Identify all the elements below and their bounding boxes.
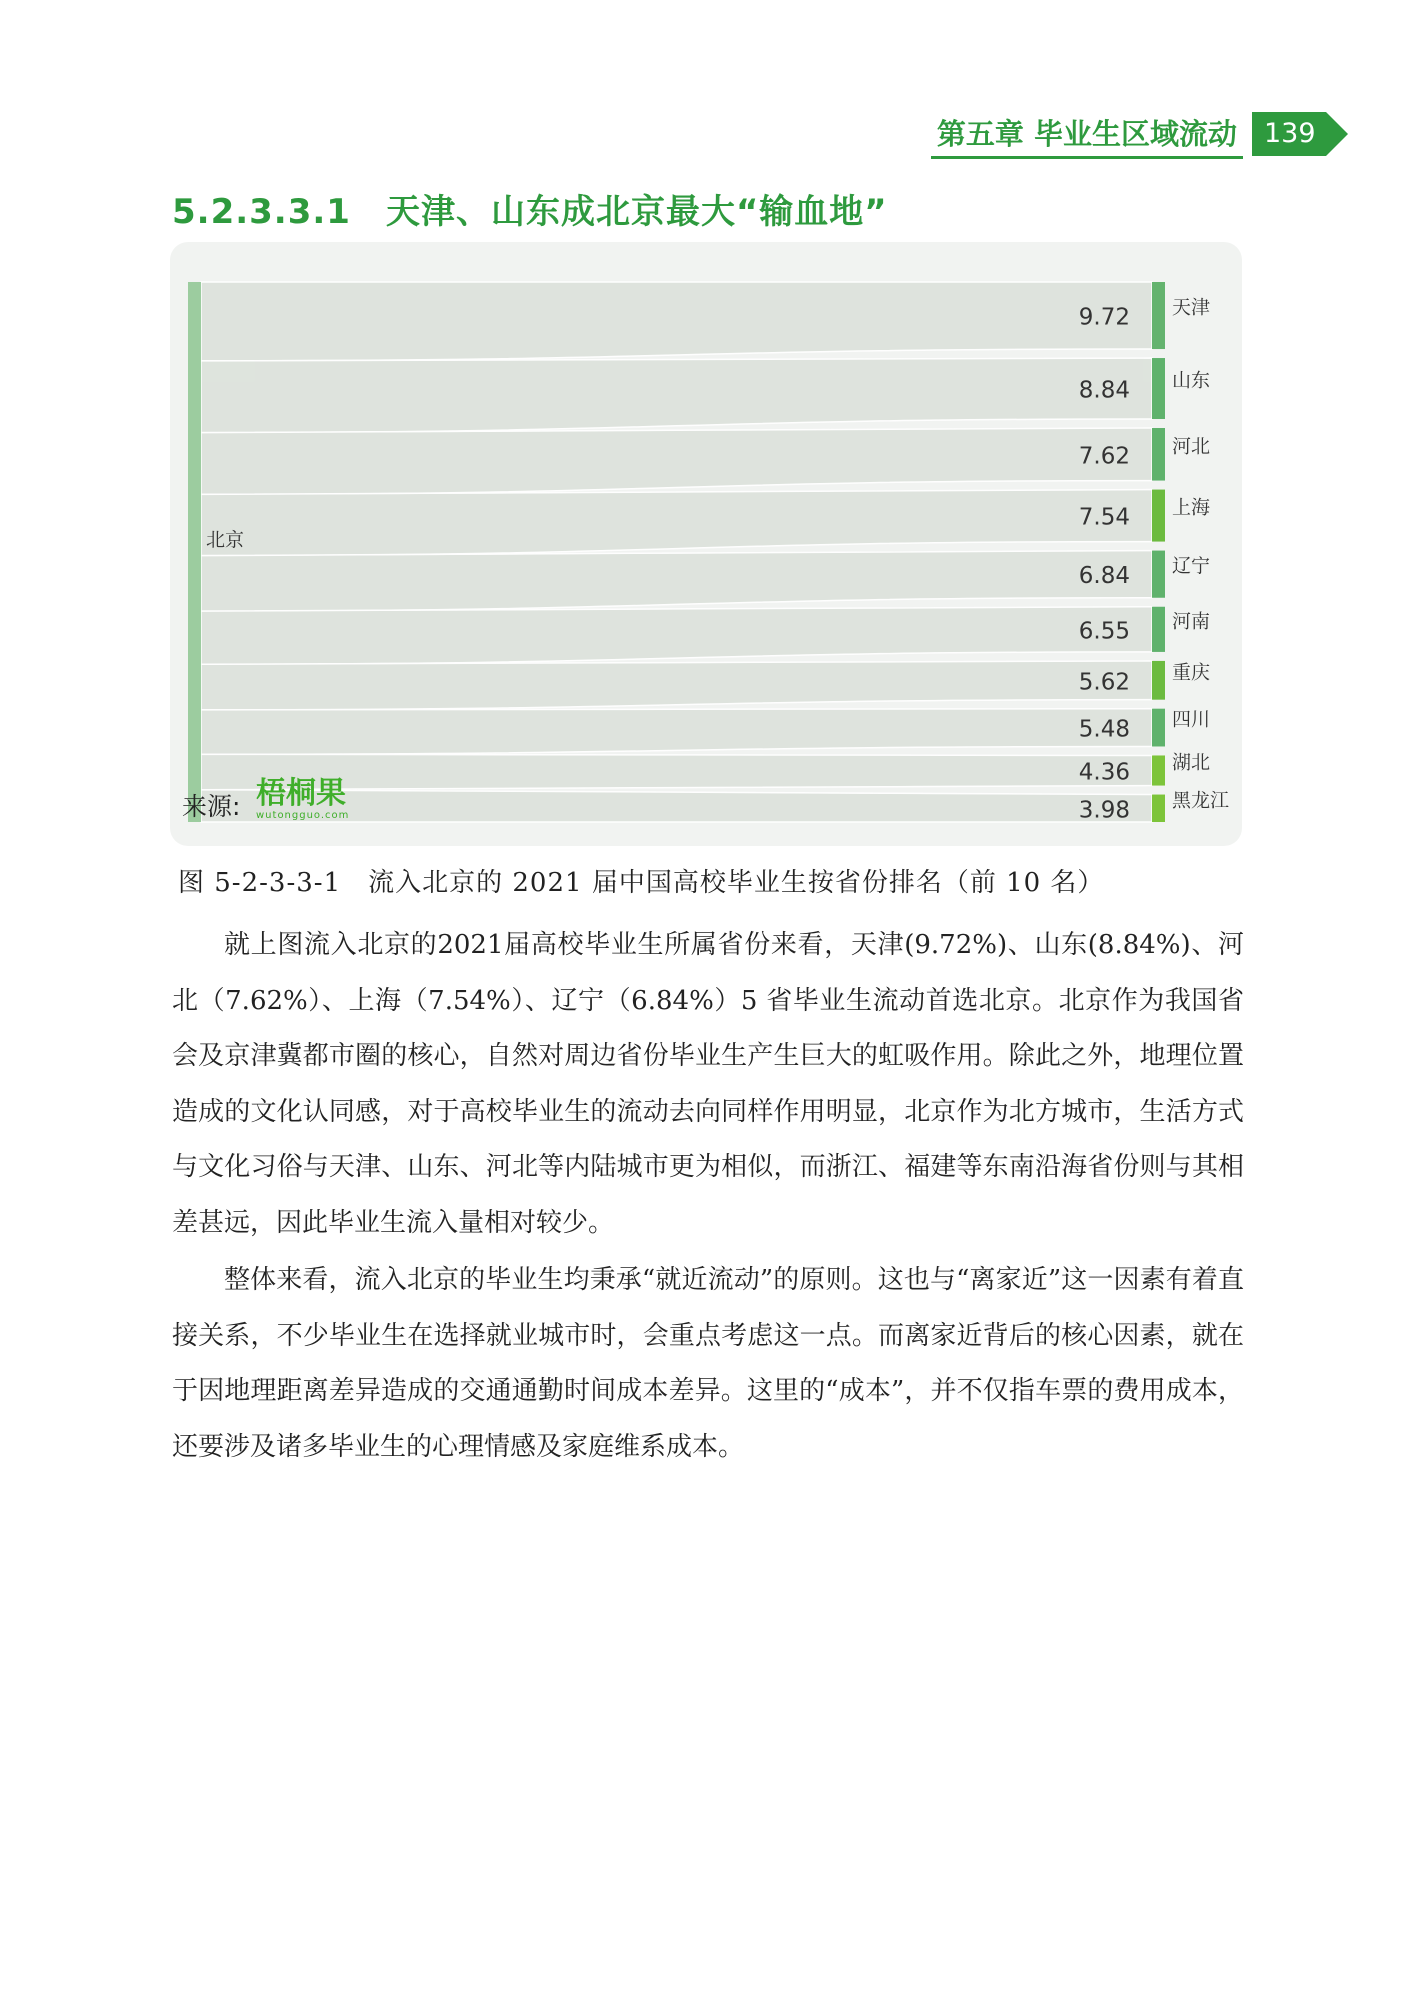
sankey-value-label-3: 7.54 <box>1078 504 1130 531</box>
sankey-value-label-0: 9.72 <box>1078 304 1130 331</box>
sankey-source-label: 北京 <box>206 529 245 551</box>
sankey-target-label-1: 山东 <box>1172 369 1211 392</box>
sankey-value-label-1: 8.84 <box>1078 377 1130 404</box>
sankey-value-label-2: 7.62 <box>1078 443 1130 470</box>
logo-sub-text: wutongguo.com <box>256 810 350 821</box>
sankey-flow-7 <box>201 709 1152 755</box>
sankey-target-label-4: 辽宁 <box>1172 555 1211 578</box>
sankey-value-label-4: 6.84 <box>1078 563 1130 590</box>
sankey-target-node-2 <box>1152 428 1165 481</box>
source-label: 来源: <box>182 792 241 821</box>
sankey-flow-6 <box>201 661 1152 710</box>
paragraph-1: 就上图流入北京的2021届高校毕业生所属省份来看，天津(9.72%)、山东(8.84%)、河北（7.62%）、上海（7.54%）、辽宁（6.84%）5 省毕业生流动首选北京。北京作为我国省会及京津冀都市圈的核心，自然对周边省份毕业生产生巨大的虹吸作用。除此之外，地理位置造成的文化认同感，对于高校毕业生的流动去向同样作用明显，北京作为北方城市，生活方式与文化习俗与天津、山东、河北等内陆城市更为相似，而浙江、福建等东南沿海省份则与其相差甚远，因此毕业生流入量相对较少。 <box>172 930 1244 1238</box>
sankey-value-label-9: 3.98 <box>1078 797 1130 824</box>
paragraph-2: 整体来看，流入北京的毕业生均秉承“就近流动”的原则。这也与“离家近”这一因素有着直接关系，不少毕业生在选择就业城市时，会重点考虑这一点。而离家近背后的核心因素，就在于因地理距离差异造成的交通通勤时间成本差异。这里的“成本”，并不仅指车票的费用成本，还要涉及诸多毕业生的心理情感及家庭维系成本。 <box>172 1265 1244 1462</box>
page-number-badge <box>1252 112 1348 156</box>
chapter-title: 第五章 毕业生区域流动 <box>931 112 1243 159</box>
wutongguo-logo <box>256 778 349 822</box>
sankey-target-label-0: 天津 <box>1172 296 1211 319</box>
sankey-target-label-5: 河南 <box>1172 610 1211 633</box>
section-title: 5.2.3.3.1 天津、山东成北京最大“输血地” <box>172 192 888 232</box>
sankey-target-node-1 <box>1152 358 1165 419</box>
sankey-target-node-8 <box>1152 755 1165 785</box>
sankey-flow-3 <box>201 490 1152 556</box>
sankey-target-label-7: 四川 <box>1172 708 1211 731</box>
sankey-target-node-3 <box>1152 490 1165 542</box>
sankey-source-node <box>188 282 201 822</box>
sankey-target-label-8: 湖北 <box>1172 751 1211 774</box>
sankey-flow-2 <box>201 428 1152 494</box>
logo-main-text: 梧桐果 <box>256 776 346 811</box>
sankey-target-node-4 <box>1152 551 1165 598</box>
sankey-target-node-9 <box>1152 795 1165 822</box>
sankey-target-node-6 <box>1152 661 1165 700</box>
sankey-target-label-3: 上海 <box>1172 496 1211 519</box>
sankey-target-node-5 <box>1152 607 1165 652</box>
sankey-target-node-7 <box>1152 709 1165 747</box>
sankey-flow-1 <box>201 358 1152 433</box>
sankey-target-node-0 <box>1152 282 1165 349</box>
sankey-value-label-5: 6.55 <box>1078 618 1130 645</box>
sankey-chart <box>170 242 1242 846</box>
sankey-value-label-6: 5.62 <box>1078 669 1130 696</box>
sankey-value-label-7: 5.48 <box>1078 716 1130 743</box>
sankey-target-label-9: 黑龙江 <box>1172 789 1230 812</box>
page-header <box>0 112 1411 156</box>
sankey-flow-4 <box>201 551 1152 612</box>
sankey-chart-panel <box>170 242 1242 846</box>
body-text <box>172 918 1244 1477</box>
sankey-target-label-6: 重庆 <box>1172 661 1211 684</box>
sankey-value-label-8: 4.36 <box>1078 759 1130 786</box>
sankey-flow-5 <box>201 607 1152 665</box>
sankey-flow-0 <box>201 282 1152 361</box>
figure-caption: 图 5-2-3-3-1 流入北京的 2021 届中国高校毕业生按省份排名（前 10 名） <box>178 868 1105 898</box>
page-number: 139 <box>1264 118 1316 149</box>
sankey-target-label-2: 河北 <box>1172 435 1211 458</box>
